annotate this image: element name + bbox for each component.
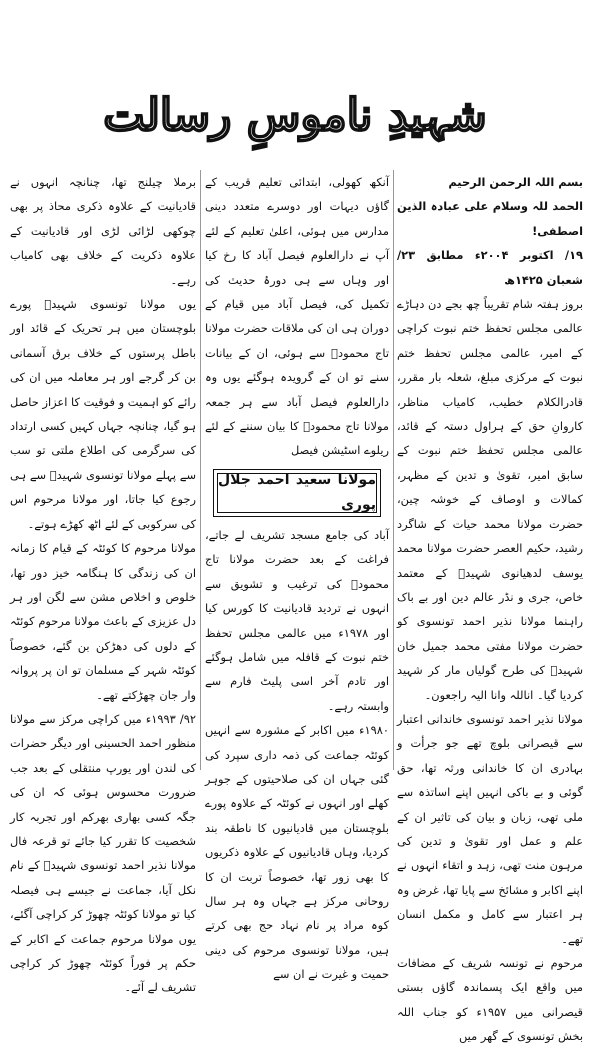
paragraph: بروز ہفتہ شام تقریباً چھ بجے دن دہاڑے عالمی مجلس تحفظ ختم نبوت کراچی کے امیر، عالمی مجلس تحفظ ختم نبوت کے مرکزی مبلغ، شعلہ بار مقرر، قادرالکلام خطیب، کامیاب مناظر، کاروانِ حق کے ہراول دستہ کے قائد، عالمی مجلس تحفظ ختم نبوت کے سابق امیر، تقویٰ و تدین کے مظہر، کمالات و اوصاف کے خوشہ چین، حضرت مولانا محمد حیات کے شاگرد رشید، حکیم العصر حضرت مولانا محمد یوسف لدھیانوی شہیدؒ کے معتمد خاص، جری و نڈر عالم دین اور بے باک راہنما مولانا نذیر احمد تونسوی کو حضرت مولانا مفتی محمد جمیل خان شہیدؒ کی طرح گولیاں مار کر شہید کردیا گیا۔ اناللہ وانا الیہ راجعون۔ <box>397 297 583 702</box>
paragraph: مرحوم نے تونسہ شریف کے مضافات میں واقع ایک پسماندہ گاؤں بستی قیصرانی میں ۱۹۵۷ء کو جناب اللہ بخش تونسوی کے گھر میں <box>397 956 583 1044</box>
paragraph: مولانا نذیر احمد تونسوی خاندانی اعتبار سے قیصرانی بلوچ تھے جو جرأت و بہادری ان کا خاندانی ورثہ تھا، حق گوئی و بے باکی انہیں اپنے اساتذہ سے ملی تھی، زبان و بیان کی تاثیر ان کے علم و عمل اور تقویٰ و تدین کی مرہون منت تھی، زہد و اتقاء انہوں نے اپنے اکابر و مشائخ سے پایا تھا، غرض وہ ہر اعتبار سے کامل و مکمل انسان تھے۔ <box>397 711 583 946</box>
author-byline-box <box>217 473 377 513</box>
column-divider <box>393 170 394 770</box>
column-divider <box>200 170 201 770</box>
paragraph: ۱۹۸۰ء میں اکابر کے مشورہ سے انہیں کوئٹہ جماعت کی ذمہ داری سپرد کی گئی جہاں ان کی صلاحیتوں کے جوہر کھلے اور انہوں نے کوئٹہ کے علاوہ پورے بلوچستان میں قادیانیوں کا ناطقہ بند کردیا، وہاں قادیانیوں کے علاوہ ذکریوں کا بھی زور تھا، خصوصاً تربت ان کا روحانی مرکز ہے جہاں وہ ہر سال کوہ مراد پر نام نہاد حج بھی کرتے ہیں، مولانا تونسوی مرحوم کی دینی حمیت و غیرت نے ان سے <box>205 723 389 982</box>
column-middle <box>205 170 389 982</box>
date-line: ۱۹/ اکتوبر ۲۰۰۴ء مطابق ۲۳/ شعبان ۱۴۲۵ھ <box>397 248 583 287</box>
hamd-line: الحمد للہ وسلام علی عبادہ الذین اصطفی! <box>397 199 583 238</box>
column-right <box>397 170 583 1044</box>
column-left <box>10 170 196 995</box>
paragraph: آنکھ کھولی، ابتدائی تعلیم قریب کے گاؤں دیہات اور دوسرے متعدد دینی مدارس میں ہوئی، اعلیٰ تعلیم کے لئے آپ نے دارالعلوم فیصل آباد کا رخ کیا اور وہاں سے ہی دورۂ حدیث کی تکمیل کی، فیصل آباد میں قیام کے دوران ہی ان کی ملاقات حضرت مولانا تاج محمودؒ سے ہوئی، ان کے بیانات سنے تو ان کے گرویدہ ہوگئے یوں وہ دارالعلوم فیصل آباد سے ہر جمعہ مولانا تاج محمودؒ کا بیان سننے کے لئے ریلوے اسٹیشن فیصل <box>205 175 389 458</box>
article-title <box>40 70 550 160</box>
paragraph: مولانا مرحوم کا کوئٹہ کے قیام کا زمانہ ان کی زندگی کا ہنگامہ خیز دور تھا، خلوص و اخلاص مشن سے لگن اور ہر دل عزیزی کے باعث مولانا مرحوم کوئٹہ کے دلوں کی دھڑکن بن گئے، خصوصاً کوئٹہ شہر کے مسلمان تو ان پر پروانہ وار جان چھڑکتے تھے۔ <box>10 541 196 702</box>
paragraph: یوں مولانا تونسوی شہیدؒ پورے بلوچستان میں ہر تحریک کے قائد اور باطل پرستوں کے خلاف برق آسمانی بن کر گرجے اور ہر معاملہ میں ان کی رائے کو اہمیت و فوقیت کا اعزاز حاصل ہو گیا، چنانچہ جہاں کہیں کسی ارتداد کی سرگرمی کی اطلاع ملتی تو سب سے پہلے مولانا تونسوی شہیدؒ سے ہی رجوع کیا جاتا، اور مولانا مرحوم اس کی سرکوبی کے لئے اٹھ کھڑے ہوتے۔ <box>10 297 196 531</box>
bismillah-line: بسم اللہ الرحمن الرحیم <box>448 175 583 189</box>
paragraph: آباد کی جامع مسجد تشریف لے جاتے، فراغت کے بعد حضرت مولانا تاج محمودؒ کی ترغیب و تشویق سے انہوں نے تردید قادیانیت کا کورس کیا اور ۱۹۷۸ء میں عالمی مجلس تحفظ ختم نبوت کے قافلہ میں شامل ہوگئے اور تادم آخر اسی پلیٹ فارم سے وابستہ رہے۔ <box>205 527 389 713</box>
paragraph: ۹۲/ ۱۹۹۳ء میں کراچی مرکز سے مولانا منظور احمد الحسینی اور دیگر حضرات کی لندن اور یورپ منتقلی کے بعد جب ضرورت محسوس ہوئی کہ ان کی جگہ کسی بھاری بھرکم اور تجربہ کار شخصیت کا تقرر کیا جائے تو قرعہ فال مولانا نذیر احمد تونسوی شہیدؒ کے نام نکل آیا، جماعت نے جیسے ہی فیصلہ کیا تو مولانا کوئٹہ چھوڑ کر کراچی آگئے، یوں مولانا مرحوم جماعت کے اکابر کے حکم پر فوراً کوئٹہ چھوڑ کر کراچی تشریف لے آئے۔ <box>10 711 196 995</box>
author-name: مولانا سعید احمد جلال پوری <box>218 472 376 513</box>
paragraph: برملا چیلنج تھا، چنانچہ انہوں نے قادیانیت کے علاوہ ذکری محاذ پر بھی چوکھی لڑائی لڑی اور قادیانیت کے علاوہ ذکریت کے خلاف بھی کامیاب رہے۔ <box>10 175 196 287</box>
article-title-text: شہیدِ ناموسِ رسالت <box>103 89 487 141</box>
